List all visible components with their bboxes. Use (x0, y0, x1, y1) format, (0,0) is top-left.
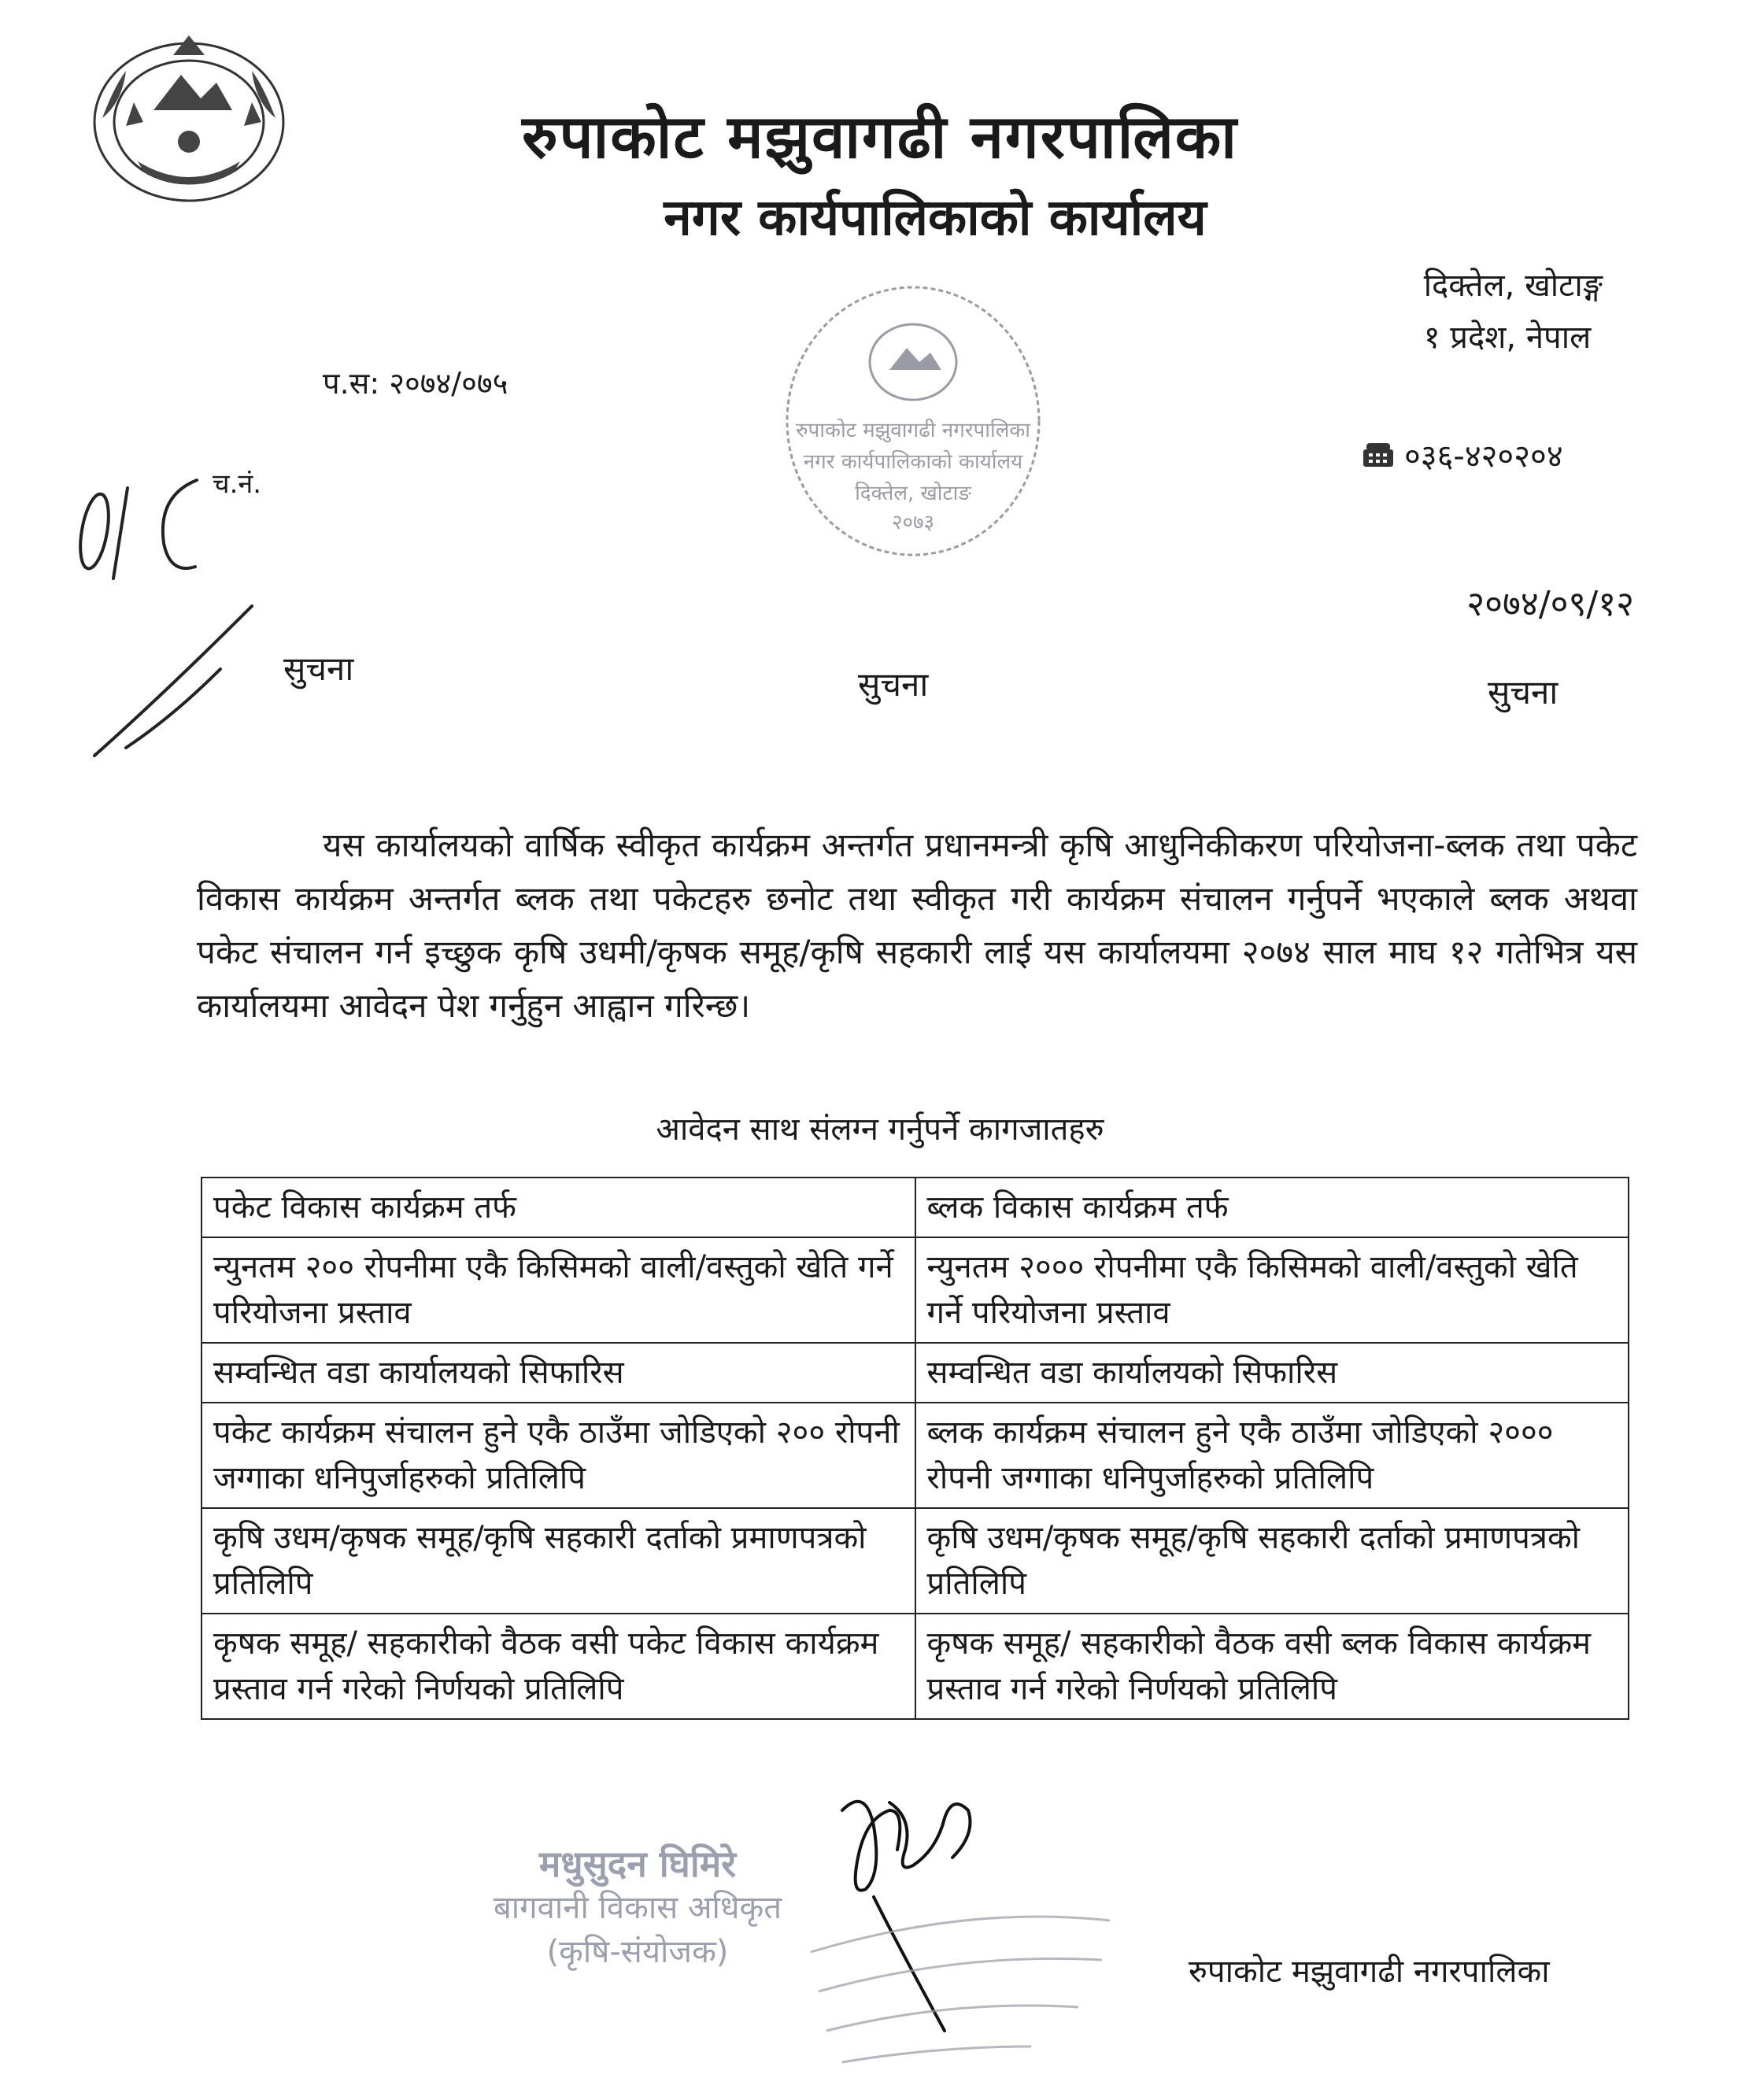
footer-organization: रुपाकोट मझुवागढी नगरपालिका (1189, 1954, 1550, 1990)
table-header-row (202, 1178, 1629, 1237)
table-header-cell: ब्लक विकास कार्यक्रम तर्फ (915, 1178, 1629, 1237)
notice-label: सुचना (283, 649, 354, 688)
stamp-text-line: रुपाकोट मझुवागढी नगरपालिका (795, 419, 1031, 442)
office-subtitle: नगर कार्यपालिकाको कार्यालय (664, 189, 1207, 247)
table-cell: न्युनतम २००० रोपनीमा एकै किसिमको वाली/वस्तुको खेति गर्ने परियोजना प्रस्ताव (915, 1237, 1629, 1343)
reference-number: प.स: २०७४/०७५ (323, 366, 508, 401)
officer-designation: बागवानी विकास अधिकृत (493, 1890, 782, 1926)
handwritten-note-icon (63, 457, 299, 787)
faded-receipt-stamp (795, 1905, 1126, 2078)
letter-date: २०७४/०९/१२ (1466, 584, 1634, 624)
table-cell: न्युनतम २०० रोपनीमा एकै किसिमको वाली/वस्तुको खेति गर्ने परियोजना प्रस्ताव (202, 1237, 915, 1343)
telephone-icon (1362, 442, 1395, 468)
table-cell: कृषक समूह/ सहकारीको वैठक वसी पकेट विकास कार्यक्रम प्रस्ताव गर्न गरेको निर्णयको प्रतिलिपि (202, 1614, 915, 1719)
office-address (1424, 260, 1603, 364)
officer-stamp (441, 1842, 834, 1974)
table-cell: पकेट कार्यक्रम संचालन हुने एकै ठाउँमा जोडिएको २०० रोपनी जग्गाका धनिपुर्जाहरुको प्रतिलिपि (202, 1403, 915, 1508)
table-cell: सम्वन्धित वडा कार्यालयको सिफारिस (202, 1343, 915, 1403)
officer-name: मधुसुदन घिमिरे (538, 1843, 737, 1885)
table-row (202, 1237, 1629, 1343)
stamp-text-line: २०७३ (891, 511, 935, 534)
table-row (202, 1343, 1629, 1403)
stamp-text-line: दिक्तेल, खोटाङ (855, 482, 971, 505)
notice-body: यस कार्यालयको वार्षिक स्वीकृत कार्यक्रम अन्तर्गत प्रधानमन्त्री कृषि आधुनिकीकरण परियोजना-ब्लक तथा पकेट विकास कार्यक्रम अन्तर्गत ब्लक तथा पकेटहरु छनोट तथा स्वीकृत गरी कार्यक्रम संचालन गर्नुपर्ने भएकाले ब्लक अथवा पकेट संचालन गर्न इच्छुक कृषि उधमी/कृषक समूह/कृषि सहकारी लाई यस कार्यालयमा २०७४ साल माघ १२ गतेभित्र यस कार्यालयमा आवेदन पेश गर्नुहुन आह्वान गरिन्छ। (197, 826, 1637, 1025)
table-row (202, 1508, 1629, 1614)
required-documents-table (201, 1177, 1629, 1720)
table-cell: कृषि उधम/कृषक समूह/कृषि सहकारी दर्ताको प्रमाणपत्रको प्रतिलिपि (915, 1508, 1629, 1614)
table-row (202, 1403, 1629, 1508)
office-title: रुपाकोट मझुवागढी नगरपालिका (522, 102, 1238, 172)
dispatch-number-label: च.नं. (213, 468, 262, 500)
table-cell: सम्वन्धित वडा कार्यालयको सिफारिस (915, 1343, 1629, 1403)
table-cell: ब्लक कार्यक्रम संचालन हुने एकै ठाउँमा जोडिएको २००० रोपनी जग्गाका धनिपुर्जाहरुको प्रतिलिपि (915, 1403, 1629, 1508)
address-line: १ प्रदेश, नेपाल (1423, 320, 1592, 356)
phone-value: ०३६-४२०२०४ (1404, 438, 1563, 475)
notice-label: सुचना (858, 665, 929, 704)
phone-number (1362, 433, 1563, 476)
stamp-text-line: नगर कार्यपालिकाको कार्यालय (803, 450, 1023, 474)
officer-role: (कृषि-संयोजक) (546, 1934, 729, 1970)
office-seal-stamp (779, 275, 1047, 567)
table-cell: कृषक समूह/ सहकारीको वैठक वसी ब्लक विकास कार्यक्रम प्रस्ताव गर्न गरेको निर्णयको प्रतिलिपि (915, 1614, 1629, 1719)
documents-heading: आवेदन साथ संलग्न गर्नुपर्ने कागजातहरु (656, 1111, 1104, 1148)
table-row (202, 1614, 1629, 1719)
notice-label: सुचना (1488, 673, 1558, 712)
address-line: दिक्तेल, खोटाङ्ग (1423, 268, 1603, 304)
table-cell: कृषि उधम/कृषक समूह/कृषि सहकारी दर्ताको प्रमाणपत्रको प्रतिलिपि (202, 1508, 915, 1614)
table-header-cell: पकेट विकास कार्यक्रम तर्फ (202, 1178, 915, 1237)
